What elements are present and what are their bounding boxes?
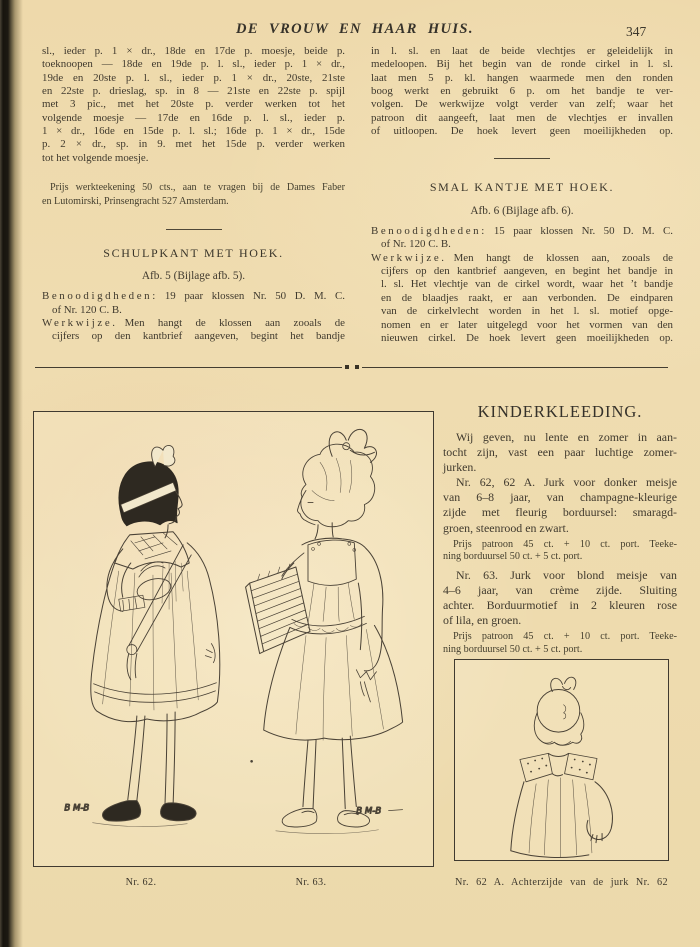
werkwijze-text: Men hangt de klossen aan zooals de (124, 317, 345, 330)
page-number: 347 (626, 24, 647, 39)
section-subheading: Afb. 5 (Bijlage afb. 5). (141, 270, 246, 283)
section-subheading: Afb. 6 (Bijlage afb. 6). (470, 204, 574, 217)
divider-line (362, 367, 669, 368)
werkwijze-block (371, 252, 673, 345)
werkwijze-block (42, 317, 345, 344)
fashion-plate-back-view (454, 659, 669, 861)
girls-line-drawing (34, 412, 433, 866)
price-line-63: Prijs patroon 45 ct. + 10 ct. port. Teeke- ning borduursel 50 ct. + 5 ct. port. (443, 631, 677, 655)
lace-instructions-paragraph: sl., ieder p. 1 × dr., 18de en 17de p. moesje, beide p. toeknoopen — 18de en 19de p. l. sl., ieder p. 1 × dr., 19de en 20ste p. l. sl., ieder p. 1 × dr., 20ste, 21ste en 22ste p. drieslag, sp. in 8 — 21ste en 22ste p. spijl met 3 pic., met het 20ste p. verder werken tot het volgende moesje — 17de en 16de p. l. sl., ieder p. 1 × dr., 16de en 15de p. l. sl.; 16de p. 1 × dr., 15de p. 2 × dr., sp. in 9. met het 15de p. verder werken tot het volgende moesje. (42, 45, 345, 164)
section-divider-rule (494, 158, 550, 159)
werkwijze-label: Werkwijze. (42, 317, 118, 330)
section-heading: SCHULPKANT MET HOEK. (103, 245, 284, 260)
caption-nr-63: Nr. 63. (295, 877, 327, 888)
lace-instructions-paragraph: in l. sl. en laat de beide vlechtjes er geleidelijk in medeloopen. Bij het begin van de ronde cirkel in l. sl. laat men 5 p. kl. hangen waarmede men den ronden boog werkt en gebruikt 6 p. om het bandje te ver- volgen. De werkwijze volgt verder van zelf; waar het patroon dit aangeeft, laat men de vlechtjes er invallen of uitloopen. De hoek levert geen moeilijkheden op. (371, 45, 673, 138)
kinderkleeding-heading: KINDERKLEEDING. (477, 402, 643, 421)
benoodigdheden-line1 (42, 290, 345, 303)
werkwijze-continuation: cijfers op den kantbrief aangeven, begint het bandje (52, 330, 345, 343)
benoodigdheden-line2: of Nr. 120 C. B. (381, 238, 451, 251)
left-column (42, 45, 345, 344)
intro-paragraph: Wij geven, nu lente en zomer in aan- tocht zijn, vast een paar luchtige zomer- jurken. (443, 430, 677, 475)
page-title: DE VROUW EN HAAR HUIS. (236, 21, 474, 37)
werkwijze-line1 (42, 317, 345, 330)
divider-line (35, 367, 342, 368)
benoodigdheden-text: 19 paar klossen Nr. 50 D. M. C. (164, 290, 345, 303)
page-section-divider (35, 365, 668, 369)
girl-62-drawing (91, 445, 220, 826)
right-column (371, 45, 673, 345)
benoodigdheden-block (42, 290, 345, 317)
fashion-plate-girls (33, 411, 434, 867)
benoodigdheden-line2: of Nr. 120 C. B. (52, 303, 122, 316)
werkwijze-label: Werkwijze. (371, 251, 447, 264)
back-view-line-drawing (455, 660, 668, 860)
artist-signature: B M-B (64, 803, 90, 814)
benoodigdheden-text: 15 paar klossen Nr. 50 D. M. C. (493, 225, 673, 238)
price-line-62: Prijs patroon 45 ct. + 10 ct. port. Teeke- ning borduursel 50 ct. + 5 ct. port. (443, 538, 677, 563)
werkwijze-continuation: cijfers op den kantbrief aangeven, en begint het bandje in l. sl. Het vlechtje van de cirkel wordt, waar het ’t bandje en de blaadjes raakt, er aan verbonden. De eindparen van de cirkelvlecht worden in het l. sl. motief opge- nomen en er later uitgelegd voor het vormen van den nieuwen cirkel. De hoek levert geen moeilijkheden op. (381, 265, 673, 344)
werkwijze-text: Men hangt de klossen aan, zooals de (453, 251, 673, 264)
kinderkleeding-section (443, 402, 677, 656)
benoodigdheden-block (371, 225, 673, 252)
benoodigdheden-label: Benoodigdheden: (371, 225, 487, 238)
dress-63-paragraph: Nr. 63. Jurk voor blond meisje van 4–6 jaar, van crème zijde. Sluiting achter. Borduurmotief in 2 kleuren rose of lila, en groen. (443, 567, 677, 627)
section-heading: SMAL KANTJE MET HOEK. (429, 180, 615, 195)
dress-62-paragraph: Nr. 62, 62 A. Jurk voor donker meisje van 6–8 jaar, van champagne-kleurige zijde met fleurig borduursel: smaragd- groen, steenrood en zwart. (443, 475, 677, 535)
divider-dot (345, 365, 349, 369)
section-divider-rule (166, 229, 222, 230)
benoodigdheden-line1 (371, 225, 673, 238)
artist-signature: B M-B (356, 806, 382, 817)
werkwijze-line1 (371, 252, 673, 265)
caption-nr-62: Nr. 62. (125, 877, 157, 888)
price-note: Prijs werkteekening 50 cts., aan te vragen bij de Dames Faber en Lutomirski, Prinsengracht 527 Amsterdam. (42, 182, 345, 208)
book-binding-edge (0, 0, 24, 947)
girl-63-drawing (246, 429, 403, 833)
caption-nr-62a: Nr. 62 A. Achterzijde van de jurk Nr. 62 (455, 877, 668, 888)
benoodigdheden-label: Benoodigdheden: (42, 290, 158, 303)
divider-dot (355, 365, 359, 369)
